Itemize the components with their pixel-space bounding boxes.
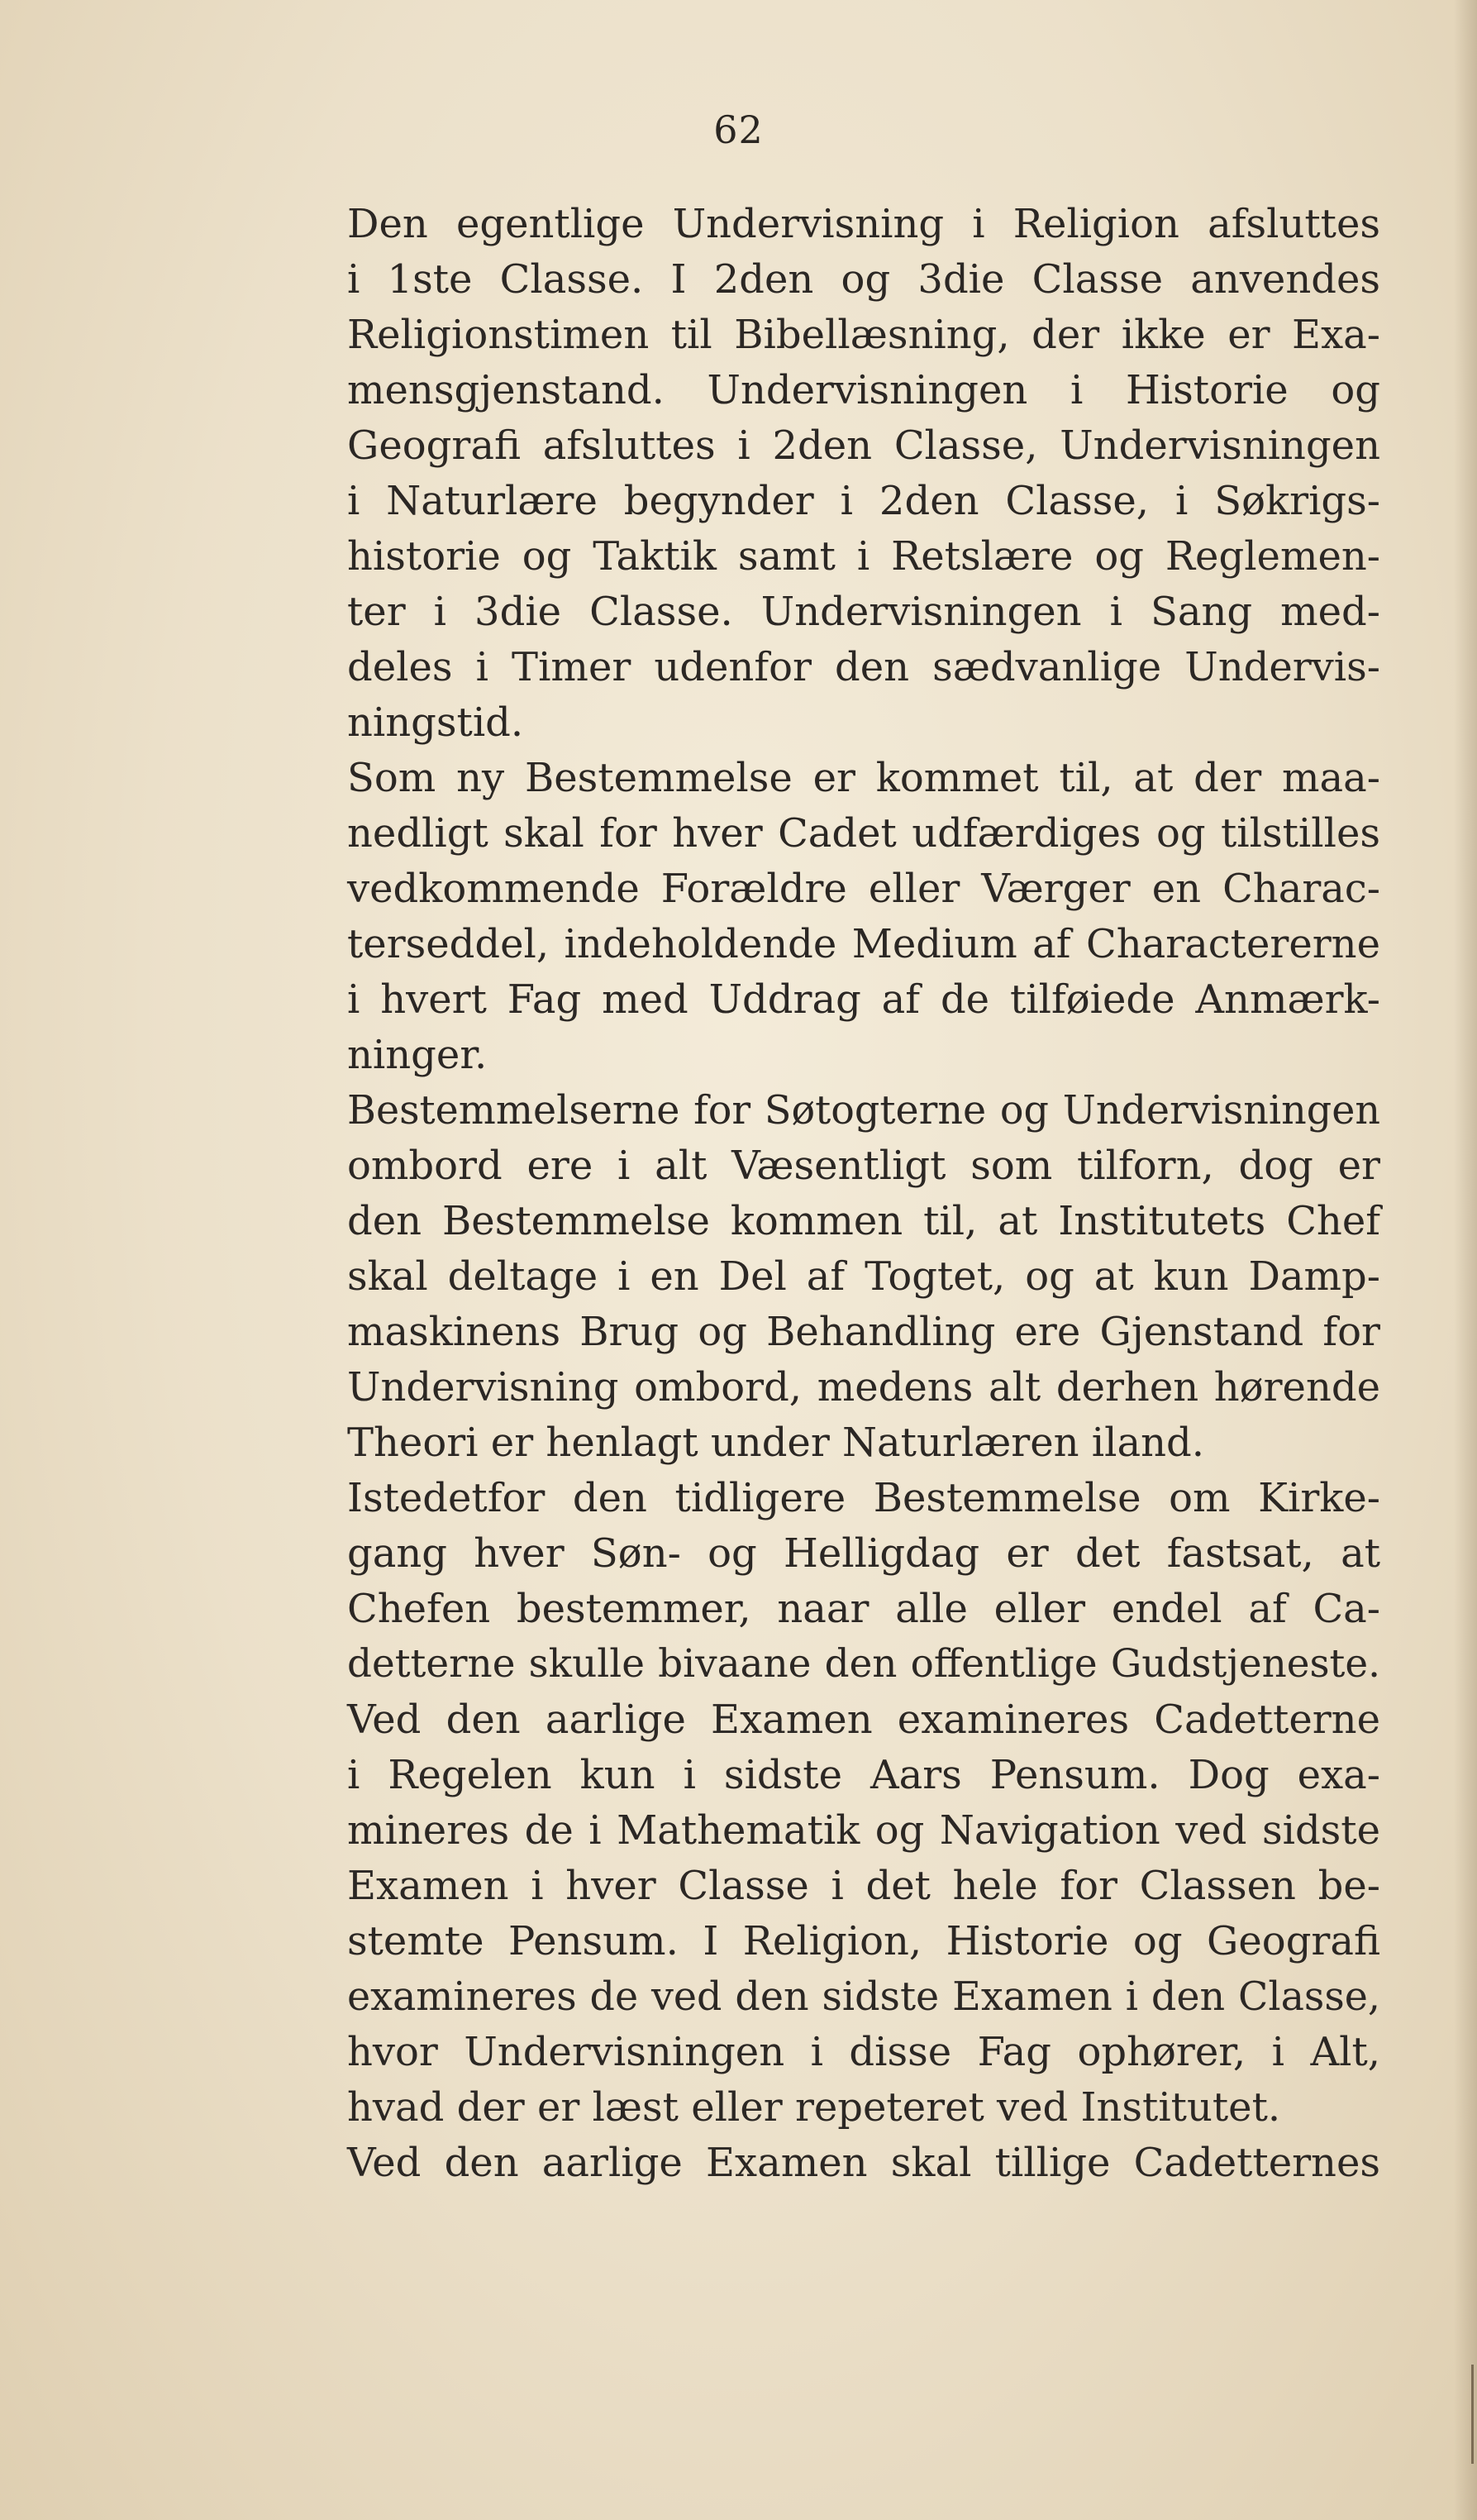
text-line: i hvert Fag med Uddrag af de tilføiede Anmærk-	[347, 976, 1380, 1023]
text-line: ombord ere i alt Væsentligt som tilforn, dog er	[347, 1143, 1380, 1189]
text-line: ninger.	[347, 1032, 488, 1078]
text-line: deles i Timer udenfor den sædvanlige Undervis-	[347, 644, 1380, 690]
text-line: mensgjenstand. Undervisningen i Historie og	[347, 367, 1380, 413]
text-line: Theori er henlagt under Naturlæren iland.	[347, 1420, 1205, 1466]
text-line: Ved den aarlige Examen examineres Cadetterne	[347, 1697, 1380, 1743]
text-line: terseddel, indeholdende Medium af Charactererne	[347, 921, 1380, 967]
text-line: i Naturlære begynder i 2den Classe, i Søkrigs-	[347, 478, 1380, 524]
text-line: i 1ste Classe. I 2den og 3die Classe anvendes	[347, 256, 1380, 303]
text-line: ningstid.	[347, 699, 524, 746]
page-edge-mark	[1471, 2365, 1474, 2464]
text-line: hvor Undervisningen i disse Fag ophører, i Alt,	[347, 2029, 1380, 2075]
text-line: detterne skulle bivaane den offentlige Gudstjeneste.	[347, 1642, 1380, 1687]
text-line: Den egentlige Undervisning i Religion afsluttes	[347, 201, 1380, 247]
text-line: stemte Pensum. I Religion, Historie og Geografi	[347, 1918, 1380, 1964]
body-text	[347, 197, 1380, 2191]
text-line: Istedetfor den tidligere Bestemmelse om Kirke-	[347, 1475, 1380, 1521]
text-line: den Bestemmelse kommen til, at Institutets Chef	[347, 1198, 1380, 1244]
text-line: vedkommende Forældre eller Værger en Charac-	[347, 866, 1380, 912]
text-line: Bestemmelserne for Søtogterne og Undervisningen	[347, 1088, 1380, 1134]
text-line: mineres de i Mathematik og Navigation ved sidste	[347, 1807, 1380, 1854]
text-line: historie og Taktik samt i Retslære og Reglemen-	[347, 533, 1380, 580]
text-line: maskinens Brug og Behandling ere Gjenstand for	[347, 1309, 1380, 1355]
text-line: nedligt skal for hver Cadet udfærdiges og tilstilles	[347, 810, 1380, 857]
text-line: skal deltage i en Del af Togtet, og at kun Damp-	[347, 1253, 1380, 1300]
text-line: examineres de ved den sidste Examen i den Classe,	[347, 1974, 1380, 2020]
text-line: Geografi afsluttes i 2den Classe, Undervisningen	[347, 422, 1380, 469]
text-line: Religionstimen til Bibellæsning, der ikke er Exa-	[347, 312, 1380, 358]
text-line: ter i 3die Classe. Undervisningen i Sang med-	[347, 589, 1380, 635]
text-line: hvad der er læst eller repeteret ved Institutet.	[347, 2084, 1281, 2131]
text-line: Undervisning ombord, medens alt derhen hørende	[347, 1364, 1380, 1410]
page-edge-shadow	[1454, 0, 1477, 2520]
text-line: Som ny Bestemmelse er kommet til, at der maa-	[347, 755, 1380, 801]
text-line: i Regelen kun i sidste Aars Pensum. Dog exa-	[347, 1752, 1380, 1798]
text-line: gang hver Søn- og Helligdag er det fastsat, at	[347, 1530, 1380, 1577]
text-line: Chefen bestemmer, naar alle eller endel af Ca-	[347, 1586, 1380, 1632]
page-number: 62	[713, 107, 764, 152]
text-line: Ved den aarlige Examen skal tillige Cadetternes	[347, 2140, 1380, 2186]
text-line: Examen i hver Classe i det hele for Classen be-	[347, 1863, 1380, 1909]
